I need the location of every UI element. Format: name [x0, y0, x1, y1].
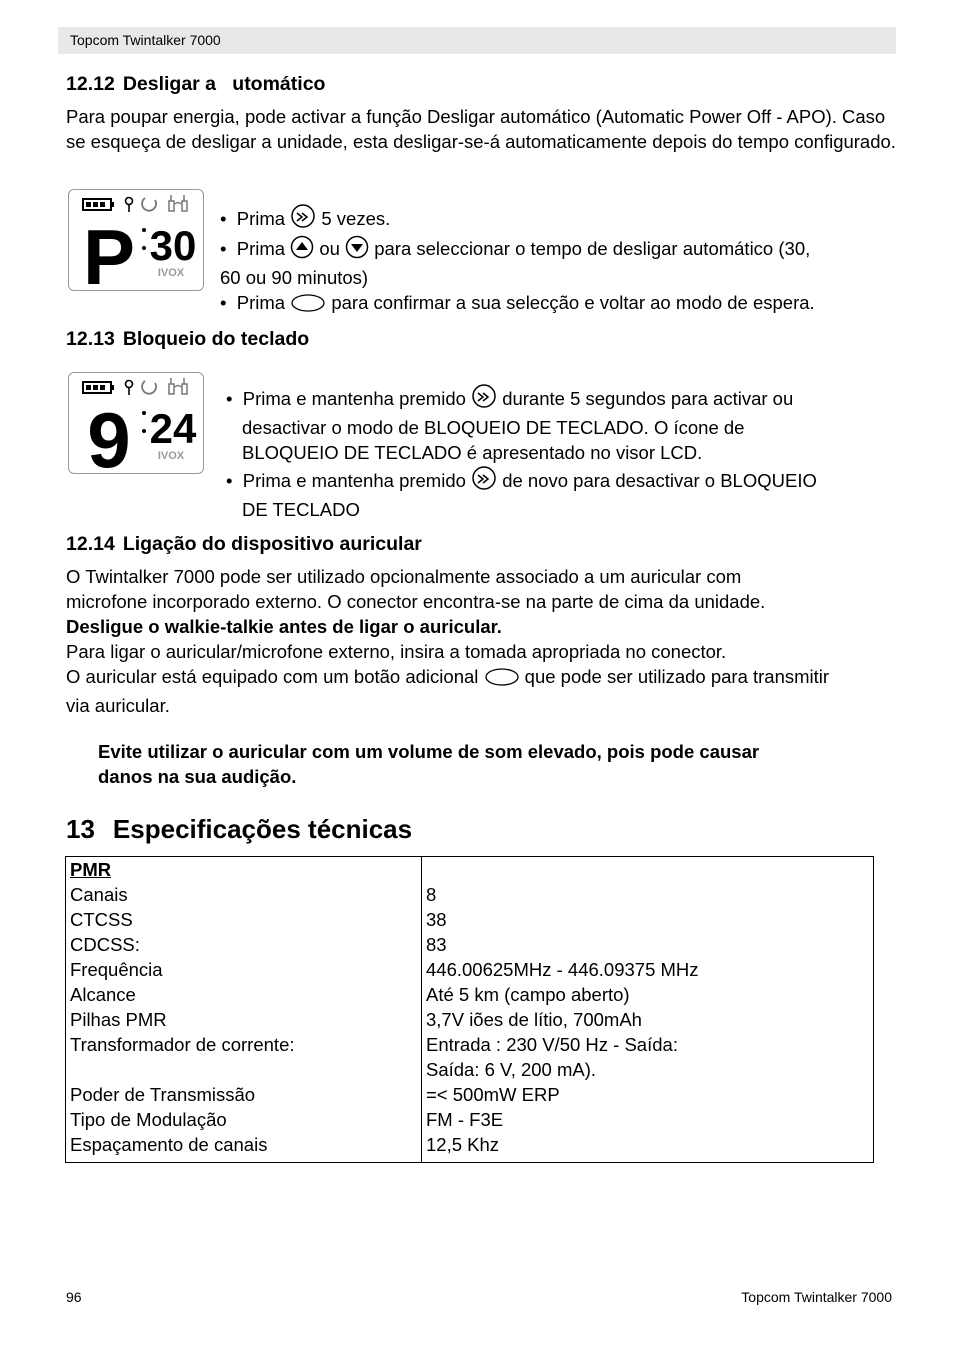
section-13-heading	[66, 814, 412, 845]
list-item: • Prima 5 vezes.	[220, 203, 890, 235]
section-title: Desligar a utomático	[122, 73, 326, 95]
spec-label	[66, 1057, 422, 1082]
paragraph-line-bold: Desligue o walkie-talkie antes de ligar o auricular.	[66, 616, 502, 637]
list-item-continued: BLOQUEIO DE TECLADO é apresentado no visor LCD.	[242, 442, 703, 463]
section-title: Ligação do dispositivo auricular	[122, 533, 422, 555]
spec-label: Pilhas PMR	[66, 1007, 422, 1032]
table-row	[66, 1082, 874, 1107]
section-title: Especificações técnicas	[112, 814, 413, 844]
section-number: 12.14	[66, 533, 115, 555]
apo-steps	[220, 203, 890, 319]
list-item-continued: DE TECLADO	[242, 499, 360, 520]
list-item: • Prima e mantenha premido durante 5 segundos para activar ou	[226, 383, 896, 415]
running-header	[58, 27, 896, 54]
lcd-left-digit: 9	[87, 396, 131, 473]
section-number: 12.13	[66, 328, 115, 350]
spec-value: 8	[426, 884, 437, 905]
menu-button-icon	[471, 465, 497, 497]
table-row	[66, 1132, 874, 1163]
ptt-button-icon	[290, 293, 326, 319]
spec-label: CTCSS	[66, 907, 422, 932]
section-12-14-body	[66, 564, 906, 718]
warning-line: danos na sua audição.	[98, 766, 297, 787]
page-number: 96	[66, 1289, 82, 1305]
down-button-icon	[345, 235, 369, 265]
section-title: Bloqueio do teclado	[122, 328, 310, 350]
key-icon	[126, 381, 133, 396]
paragraph-line: O Twintalker 7000 pode ser utilizado opcionalmente associado a um auricular com	[66, 566, 742, 587]
spec-label: Tipo de Modulação	[66, 1107, 422, 1132]
key-icon	[126, 198, 133, 213]
spec-table	[65, 856, 874, 1163]
spec-value: 12,5 Khz	[426, 1134, 500, 1155]
lcd-display-keylock	[68, 372, 204, 474]
paragraph-line: Para ligar o auricular/microfone externo, insira a tomada apropriada no conector.	[66, 641, 727, 662]
spec-value: Até 5 km (campo aberto)	[426, 984, 630, 1005]
paragraph-line: O auricular está equipado com um botão adicional que pode ser utilizado para transmitir	[66, 664, 906, 693]
power-ring-icon	[142, 198, 156, 211]
spec-label: Frequência	[66, 957, 422, 982]
spec-label: PMR	[66, 857, 422, 883]
spec-label: Transformador de corrente:	[66, 1032, 422, 1057]
walkie-icon	[169, 378, 187, 394]
section-12-12-heading	[66, 73, 325, 96]
lcd-display-apo	[68, 189, 204, 291]
spec-label: Poder de Transmissão	[66, 1082, 422, 1107]
table-row	[66, 982, 874, 1007]
ptt-button-icon	[484, 667, 520, 693]
paragraph-line: microfone incorporado externo. O conector encontra-se na parte de cima da unidade.	[66, 591, 766, 612]
list-item: • Prima para confirmar a sua selecção e voltar ao modo de espera.	[220, 290, 890, 319]
header-title: Topcom Twintalker 7000	[70, 32, 221, 48]
battery-icon	[83, 199, 114, 210]
lcd-vox-label: IVOX	[157, 267, 185, 279]
section-number: 12.12	[66, 73, 115, 95]
section-number: 13	[66, 814, 95, 844]
spec-label: Espaçamento de canais	[66, 1132, 422, 1163]
spec-value: 446.00625MHz - 446.09375 MHz	[426, 959, 699, 980]
table-row	[66, 882, 874, 907]
list-item-continued: 60 ou 90 minutos)	[220, 267, 369, 288]
table-row	[66, 1032, 874, 1057]
spec-value: =< 500mW ERP	[426, 1084, 560, 1105]
lcd-right-digits: 30	[149, 222, 197, 269]
footer-title: Topcom Twintalker 7000	[741, 1289, 892, 1305]
spec-value: 83	[426, 934, 447, 955]
power-ring-icon	[142, 381, 156, 394]
warning-line: Evite utilizar o auricular com um volume de som elevado, pois pode causar	[98, 741, 760, 762]
lcd-vox-label: IVOX	[157, 450, 185, 462]
spec-label: CDCSS:	[66, 932, 422, 957]
spec-value: 3,7V iões de lítio, 700mAh	[426, 1009, 642, 1030]
spec-value: FM - F3E	[426, 1109, 504, 1130]
up-button-icon	[290, 235, 314, 265]
menu-button-icon	[290, 203, 316, 235]
spec-value: Saída: 6 V, 200 mA).	[426, 1059, 597, 1080]
table-row	[66, 957, 874, 982]
battery-icon	[83, 382, 114, 393]
section-12-13-heading	[66, 328, 309, 351]
lcd-left-digit: P	[82, 213, 136, 290]
spec-label: Canais	[66, 882, 422, 907]
list-item-continued: desactivar o modo de BLOQUEIO DE TECLADO. O ícone de	[242, 417, 745, 438]
table-row	[66, 1007, 874, 1032]
list-item: • Prima e mantenha premido de novo para desactivar o BLOQUEIO	[226, 465, 896, 497]
keylock-steps	[226, 383, 896, 522]
table-row	[66, 907, 874, 932]
lcd-right-digits: 24	[149, 405, 197, 452]
section-12-14-heading	[66, 533, 422, 556]
spec-value: 38	[426, 909, 447, 930]
table-row	[66, 857, 874, 883]
table-row	[66, 932, 874, 957]
spec-value: Entrada : 230 V/50 Hz - Saída:	[426, 1034, 678, 1055]
walkie-icon	[169, 195, 187, 211]
warning-note	[98, 739, 898, 789]
paragraph-line: via auricular.	[66, 695, 170, 716]
spec-label: Alcance	[66, 982, 422, 1007]
section-12-12-intro: Para poupar energia, pode activar a função Desligar automático (Automatic Power Off - APO). Caso se esqueça de desligar a unidade, esta desligar-se-á automaticamente depois do tempo configurado.	[66, 106, 896, 152]
menu-button-icon	[471, 383, 497, 415]
list-item: • Prima ou para seleccionar o tempo de desligar automático (30,	[220, 235, 890, 265]
table-row	[66, 1107, 874, 1132]
table-row	[66, 1057, 874, 1082]
spec-value	[422, 857, 874, 883]
